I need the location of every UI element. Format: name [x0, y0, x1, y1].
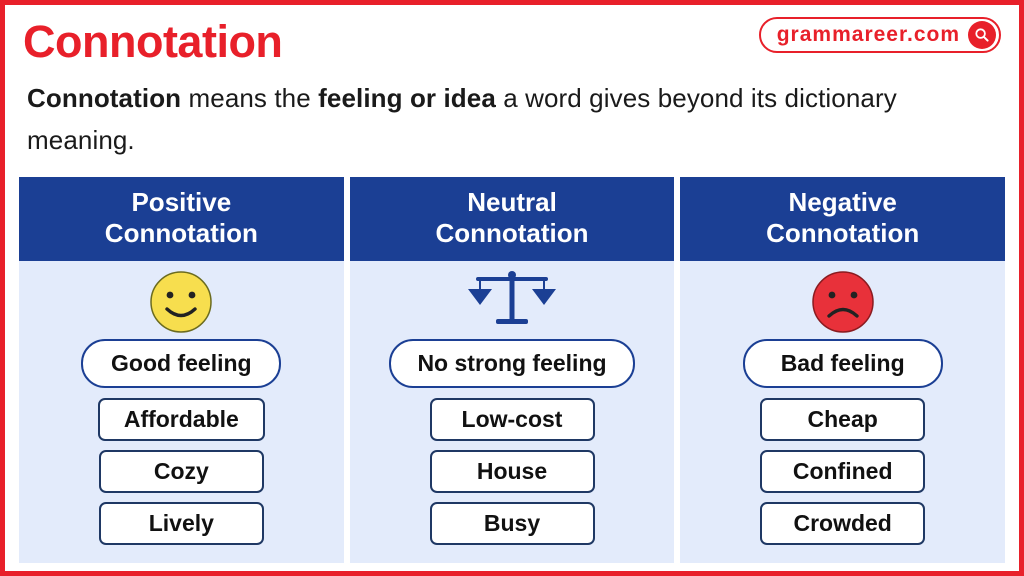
column-negative-main: Bad feeling	[743, 339, 943, 388]
list-item: Cozy	[99, 450, 264, 493]
definition-emphasis: feeling or idea	[318, 83, 496, 113]
list-item: Busy	[430, 502, 595, 545]
column-neutral-heading-line1: Neutral	[467, 187, 557, 217]
brand-label: grammareer.com	[776, 23, 960, 46]
column-neutral-main: No strong feeling	[389, 339, 634, 388]
definition-middle-1: means the	[181, 83, 319, 113]
column-positive-main: Good feeling	[81, 339, 281, 388]
list-item: Cheap	[760, 398, 925, 441]
column-neutral-heading-line2: Connotation	[435, 218, 589, 248]
column-positive-heading-line1: Positive	[131, 187, 232, 217]
column-positive-heading-line2: Connotation	[104, 218, 258, 248]
definition-term: Connotation	[27, 83, 182, 113]
column-positive-heading	[19, 177, 344, 261]
list-item: Lively	[99, 502, 264, 545]
page-title: Connotation	[23, 16, 283, 67]
column-negative-heading-line2: Connotation	[766, 218, 920, 248]
connotation-columns	[19, 177, 1005, 563]
column-negative	[680, 177, 1005, 563]
smiley-face-icon	[147, 265, 215, 339]
search-icon[interactable]	[968, 21, 996, 49]
list-item: Low-cost	[430, 398, 595, 441]
brand-badge[interactable]	[759, 17, 1001, 53]
list-item: Confined	[760, 450, 925, 493]
column-negative-heading	[680, 177, 1005, 261]
column-neutral-heading	[350, 177, 675, 261]
list-item: Affordable	[98, 398, 265, 441]
column-positive	[19, 177, 344, 563]
list-item: House	[430, 450, 595, 493]
definition-middle-2: a word gives beyond its dictionary meaning.	[27, 83, 897, 155]
header	[5, 5, 1019, 77]
definition-text	[5, 77, 1019, 161]
list-item: Crowded	[760, 502, 925, 545]
balance-scale-icon	[466, 265, 558, 339]
column-neutral	[350, 177, 675, 563]
frowning-face-icon	[809, 265, 877, 339]
column-negative-heading-line1: Negative	[788, 187, 897, 217]
